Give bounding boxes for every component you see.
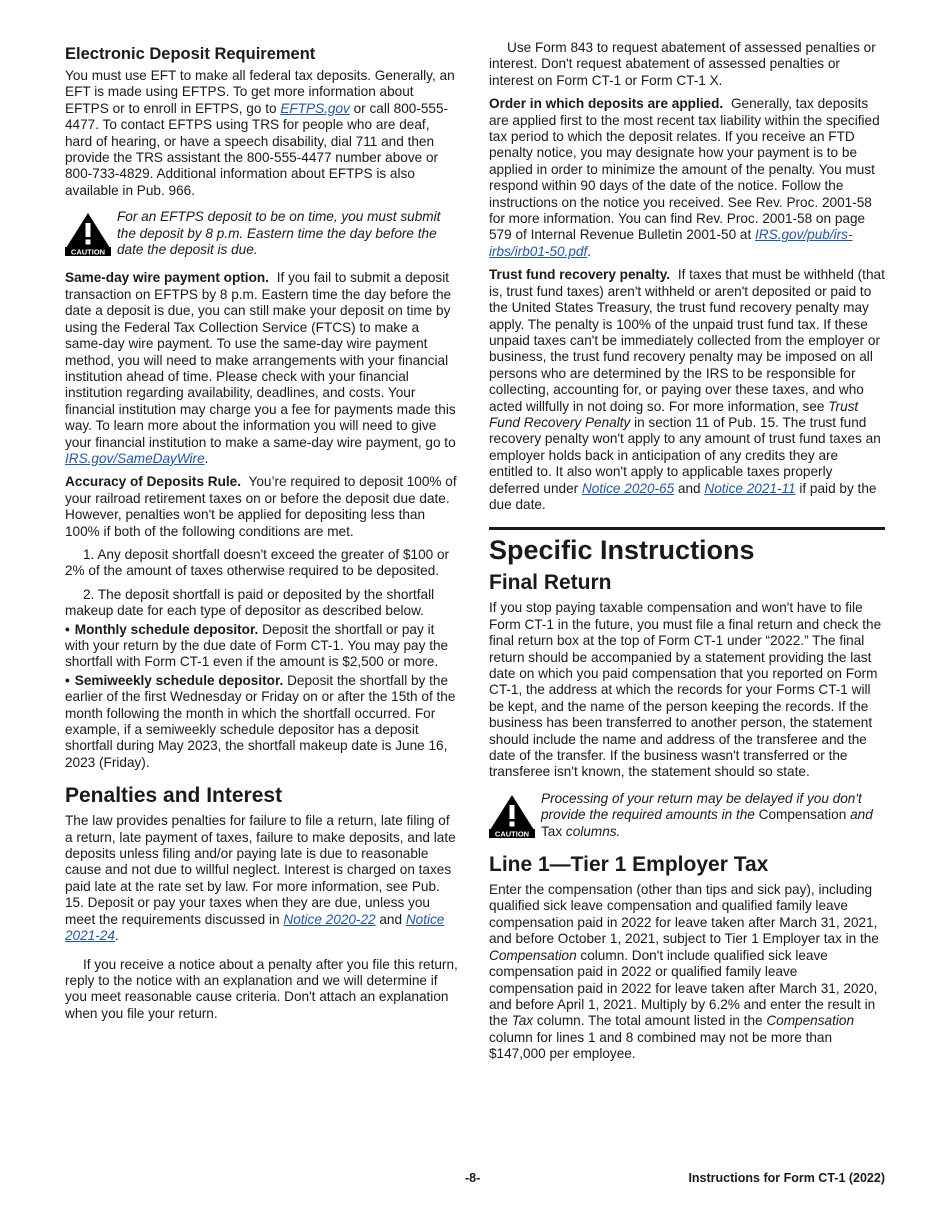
line1-paragraph: Enter the compensation (other than tips and sick pay), including qualified sick leave compensation and qualified family leave compensation paid in 2022 for leave taken after March 31, 2021, and before October 1, 2021, subject to Tier 1 Employer tax in the Compensation column. Don't include qualified sick leave compensation paid in 2022 or qualified family leave compensation paid in 2022 for leave taken after March 31, 2020, and before April 1, 2021. Multiply by 6.2% and enter the result in the Tax column. The total amount listed in the Compensation column for lines 1 and 8 combined may not be more than $147,000 per employee. xyxy=(489,882,879,1062)
final-return-heading: Final Return xyxy=(489,571,612,595)
sameday-lead: Same-day wire payment option. xyxy=(65,270,269,286)
caution-text-eftps: For an EFTPS deposit to be on time, you must submit the deposit by 8 p.m. Eastern time the day before the date the deposit is due. xyxy=(117,209,441,258)
notice-2021-24-link[interactable]: Notice 2021-24 xyxy=(65,911,445,944)
sameday-paragraph: Same-day wire payment option. If you fail to submit a deposit transaction on EFTPS by 8 p.m. Eastern time the day before the date a deposit is due, you can still make your deposit on time by using the Federal Tax Collection Service (FTCS) to make a same-day wire payment. To use the same-day wire payment method, you will need to make arrangements with your financial institution ahead of time. Please check with your financial institution regarding availability, deadlines, and costs. Your financial institution may charge you a fee for payments made this way. To learn more about the information you will need to give your financial institution to make a same-day wire payment, go to IRS.gov/SameDayWire. xyxy=(65,270,456,466)
eft-text-b: or call 800-555-4477. To contact EFTPS using TRS for people who are deaf, hard of hearing, or have a speech disability, dial 711 and then provide the TRS assistant the 800-555-4477 number above or 800-733-4829. Additional information about EFTPS is also available in Pub. 966. xyxy=(65,100,449,198)
accuracy-lead: Accuracy of Deposits Rule. xyxy=(65,474,242,490)
condition-item-1: 1. Any deposit shortfall doesn't exceed the greater of $100 or 2% of the amount of taxes otherwise required to be deposited. xyxy=(65,546,450,579)
order-lead: Order in which deposits are applied. xyxy=(489,96,724,112)
irb-link[interactable]: IRS.gov/pub/irs-irbs/irb01-50.pdf xyxy=(489,227,853,259)
monthly-text: Deposit the shortfall or pay it with your return by the due date of Form CT-1. You may pay the shortfall with Form CT-1 even if the amount is $2,500 or more. xyxy=(65,621,449,670)
specific-instructions-heading: Specific Instructions xyxy=(489,527,885,566)
eft-text-a: You must use EFT to make all federal tax deposits. Generally, an EFT is made using EFTPS. To get more information about EFTPS or to enroll in EFTPS, go to xyxy=(65,68,455,116)
trust-lead: Trust fund recovery penalty. xyxy=(489,267,671,283)
line1-heading: Line 1—Tier 1 Employer Tax xyxy=(489,853,769,877)
penalties-heading: Penalties and Interest xyxy=(65,784,283,808)
accuracy-text: You’re required to deposit 100% of your railroad retirement taxes on or before the deposit due date. However, penalties won't be applied for depositing less than 100% if both of the following conditions are met. xyxy=(65,474,457,539)
caution-icon xyxy=(489,794,535,838)
final-return-paragraph: If you stop paying taxable compensation and won't have to file Form CT-1 in the future, you must file a final return and check the final return box at the top of Form CT-1 under “2022.” The final return should be accompanied by a statement providing the last date on which you paid compensation that you reported on Form CT-1, the address at which the records for your Forms CT-1 will be kept, and the name of the person keeping the records. If the business has been transferred to another person, the statement should include the name and address of the transferee and the date of the transfer. If the business wasn't transferred or the transferee isn't known, the statement should so state. xyxy=(489,600,882,780)
left-column xyxy=(65,40,460,1029)
semiweekly-text: Deposit the shortfall by the earlier of the first Wednesday or Friday on or after the 15th of the month following the month in which the shortfall occurred. For example, if a semiweekly schedule depositor has a deposit shortfall during May 2023, the shortfall makeup date is June 16, 2023 (Friday). xyxy=(65,672,456,770)
notice-2020-65-link[interactable]: Notice 2020-65 xyxy=(581,480,675,496)
caution-box-processing xyxy=(489,791,885,840)
semiweekly-lead: Semiweekly schedule depositor. xyxy=(74,672,284,688)
eft-heading: Electronic Deposit Requirement xyxy=(65,45,316,63)
caution-label: CAUTION xyxy=(494,829,530,838)
samedaywire-link[interactable]: IRS.gov/SameDayWire xyxy=(65,450,205,466)
penalty-notice-paragraph: If you receive a notice about a penalty after you file this return, reply to the notice with an explanation and we will determine if you meet reasonable cause criteria. Don't attach an explanation when you file your return. xyxy=(65,956,458,1021)
order-paragraph: Order in which deposits are applied. Generally, tax deposits are applied first to the most recent tax liability within the specified tax period to which the deposit relates. If you receive an FTD penalty notice, you may designate how your payment is to be applied in order to minimize the amount of the penalty. You must respond within 90 days of the date of the notice. Follow the instructions on the notice you received. See Rev. Proc. 2001-58 for more information. You can find Rev. Proc. 2001-58 on page 579 of Internal Revenue Bulletin 2001-50 at IRS.gov/pub/irs-irbs/irb01-50.pdf. xyxy=(489,96,880,259)
penalties-paragraph: The law provides penalties for failure to file a return, late filing of a return, late payment of taxes, failure to make deposits, and late deposits unless filing and/or paying late is due to reasonable cause and not due to willful neglect. Interest is charged on taxes paid late at the rate set by law. For more information, see Pub. 15. Deposit or pay your taxes when they are due, unless you meet the requirements discussed in Notice 2020-22 and Notice 2021-24. xyxy=(65,813,456,944)
caution-box-eftps xyxy=(65,209,460,258)
notice-2020-22-link[interactable]: Notice 2020-22 xyxy=(283,911,376,927)
penalties-text: The law provides penalties for failure to file a return, late filing of a return, late payment of taxes, failure to make deposits, and late deposits unless filing and/or paying late is due to reasonable cause and not due to willful neglect. Interest is charged on taxes paid late at the rate set by law. For more information, see Pub. 15. Deposit or pay your taxes when they are due, unless you meet the requirements discussed in xyxy=(65,813,456,927)
semiweekly-bullet: • Semiweekly schedule depositor. Deposit the shortfall by the earlier of the first Wednesday or Friday on or after the 15th of the month following the month in which the shortfall occurred. For example, if a semiweekly schedule depositor has a deposit shortfall during May 2023, the shortfall makeup date is June 16, 2023 (Friday). xyxy=(65,672,456,770)
caution-label: CAUTION xyxy=(70,247,106,257)
monthly-bullet: • Monthly schedule depositor. Deposit the shortfall or pay it with your return by the due date of Form CT-1. You may pay the shortfall with Form CT-1 even if the amount is $2,500 or more. xyxy=(65,621,449,670)
right-column xyxy=(489,40,885,1070)
condition-item-2: 2. The deposit shortfall is paid or deposited by the shortfall makeup date for each type of depositor as described below. xyxy=(65,586,435,619)
caution-icon xyxy=(65,212,111,256)
page-number: -8- xyxy=(465,1171,481,1185)
trust-text-a: If taxes that must be withheld (that is, trust fund taxes) aren't withheld or aren't deposited or paid to the United States Treasury, the trust fund recovery penalty may apply. The penalty is 100% of the unpaid trust fund tax. If these unpaid taxes can't be immediately collected from the employer or business, the trust fund recovery penalty may be imposed on all persons who are determined by the IRS to be responsible for collecting, accounting for, or paying over these taxes, and who acted willfully in not doing so. For more information, see xyxy=(489,267,885,414)
eftps-link[interactable]: EFTPS.gov xyxy=(280,100,350,116)
footer-title: Instructions for Form CT-1 (2022) xyxy=(688,1171,885,1185)
monthly-lead: Monthly schedule depositor. xyxy=(74,621,259,637)
form843-paragraph: Use Form 843 to request abatement of assessed penalties or interest. Don't request abatement of assessed penalties or interest on Form CT-1 or Form CT-1 X. xyxy=(489,40,876,88)
accuracy-paragraph xyxy=(65,474,460,540)
sameday-text: If you fail to submit a deposit transaction on EFTPS by 8 p.m. Eastern time the day before the date a deposit is due, you can still make your deposit on time by using the Federal Tax Collection Service (FTCS) to make a same-day wire payment. To use the same-day wire payment method, you will need to make arrangements with your financial institution ahead of time. Please check with your financial institution regarding availability, deadlines, and costs. Your financial institution may charge you a fee for payments made this way. To learn more about the information you will need to give your financial institution to make a same-day wire payment, go to xyxy=(65,270,456,450)
notice-2021-11-link[interactable]: Notice 2021-11 xyxy=(704,480,796,496)
caution-text-processing: Processing of your return may be delayed if you don't provide the required amounts in the Compensation and Tax columns. xyxy=(541,790,873,839)
trust-text-b: in section 11 of Pub. 15. The trust fund recovery penalty won't apply to any amount of trust fund taxes an employer holds back in anticipation of any credits they are entitled to. It also won't apply to applicable taxes properly deferred under xyxy=(489,414,881,496)
trust-italic: Trust Fund Recovery Penalty xyxy=(489,398,859,430)
eft-paragraph xyxy=(65,68,460,199)
trust-paragraph: Trust fund recovery penalty. If taxes that must be withheld (that is, trust fund taxes) aren't withheld or aren't deposited or paid to the United States Treasury, the trust fund recovery penalty may apply. The penalty is 100% of the unpaid trust fund tax. If these unpaid taxes can't be immediately collected from the employer or business, the trust fund recovery penalty may be imposed on all persons who are determined by the IRS to be responsible for collecting, accounting for, or paying over these taxes, and who acted willfully in not doing so. For more information, see Trust Fund Recovery Penalty in section 11 of Pub. 15. The trust fund recovery penalty won't apply to any amount of trust fund taxes an employer holds back in anticipation of any credits they are entitled to. It also won't apply to applicable taxes properly deferred under Notice 2020-65 and Notice 2021-11 if paid by the due date. xyxy=(489,267,885,512)
order-text: Generally, tax deposits are applied first to the most recent tax liability within the specified tax period to which the deposit relates. If you receive an FTD penalty notice, you may designate how your payment is to be applied in order to minimize the amount of the penalty. You must respond within 90 days of the date of the notice. Follow the instructions on the notice you received. See Rev. Proc. 2001-58 for more information. You can find Rev. Proc. 2001-58 on page 579 of Internal Revenue Bulletin 2001-50 at xyxy=(489,96,880,243)
